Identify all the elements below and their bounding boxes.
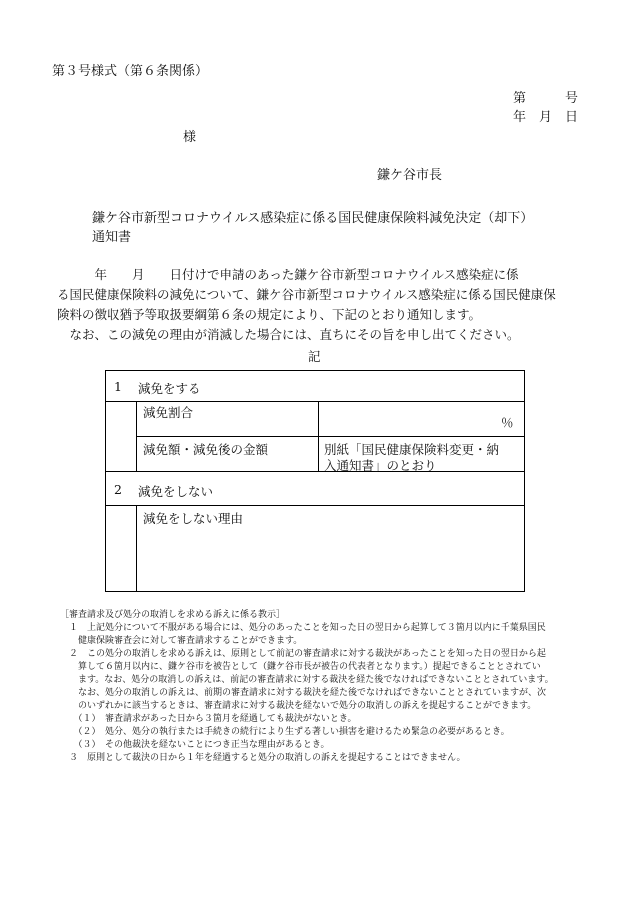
table-divider (106, 471, 524, 472)
notes-heading: ［審査請求及び処分の取消しを求める訴えに係る教示］ (60, 610, 286, 620)
form-number: 第３号様式（第６条関係） (52, 64, 209, 79)
document-date: 年 月 日 (513, 110, 579, 125)
document-number: 第 号 (513, 91, 579, 106)
section1-number: 1 (114, 379, 122, 394)
body-line-4: なお、この減免の理由が消滅した場合には、直ちにその旨を申し出てください。 (57, 327, 520, 342)
table-divider (106, 505, 524, 506)
ki-marker: 記 (308, 349, 321, 364)
reduction-amount-value-line2: 入通知書」のとおり (324, 458, 437, 473)
reduction-amount-label: 減免額・減免後の金額 (143, 442, 269, 457)
notes-line: （１） 審査請求があった日から３箇月を経過しても裁決がないとき。 (60, 714, 357, 724)
notes-line: ２ この処分の取消しを求める訴えは、原則として前記の審査請求に対する裁決があったことを知った日の翌日から起 (60, 649, 546, 659)
body-line-2: る国民健康保険料の減免について、鎌ケ谷市新型コロナウイルス感染症に係る国民健康保 (57, 287, 556, 302)
decision-table (105, 370, 525, 592)
document-title-line1: 鎌ケ谷市新型コロナウイルス感染症に係る国民健康保険料減免決定（却下） (92, 211, 534, 226)
reduction-rate-label: 減免割合 (143, 405, 194, 420)
notes-line: （２） 処分、処分の執行または手続きの続行により生ずる著しい損害を避けるため緊急の必要があるとき。 (60, 727, 510, 737)
reduction-rate-unit: ％ (501, 415, 514, 430)
notes-line: 算して６箇月以内に、鎌ケ谷市を被告として（鎌ケ谷市長が被告の代表者となります。）提起できることとされてい (60, 662, 541, 672)
document-title-line2: 通知書 (92, 230, 132, 245)
table-divider (318, 401, 319, 471)
section2-number: 2 (114, 482, 122, 497)
table-divider (136, 505, 137, 592)
notes-line: （３） その他裁決を経ないことにつき正当な理由があるとき。 (60, 740, 330, 750)
reduction-amount-value-line1: 別紙「国民健康保険料変更・納 (324, 442, 500, 457)
table-divider (106, 401, 524, 402)
issuer: 鎌ケ谷市長 (377, 168, 443, 183)
notes-line: なお、処分の取消しの訴えは、前期の審査請求に対する裁決を経た後でなければできないこととされていますが、次 (60, 688, 547, 698)
notes-line: 健康保険審査会に対して審査請求することができます。 (60, 636, 303, 646)
table-divider (136, 436, 524, 437)
non-reduction-reason-label: 減免をしない理由 (143, 511, 244, 526)
section2-label: 減免をしない (138, 484, 214, 499)
notes-line: ３ 原則として裁決の日から１年を経過すると処分の取消しの訴えを提起することはできません。 (60, 753, 466, 763)
section1-label: 減免をする (138, 381, 201, 396)
appeal-instructions (60, 607, 580, 767)
notes-line: ます。なお、処分の取消しの訴えは、前記の審査請求に対する裁決を経た後でなければできないこととされています。 (60, 675, 554, 685)
body-line-1: 年 月 日付けで申請のあった鎌ケ谷市新型コロナウイルス感染症に係 (57, 267, 519, 282)
notes-line: １ 上記処分について不服がある場合には、処分のあったことを知った日の翌日から起算して３箇月以内に千葉県国民 (60, 623, 546, 633)
table-divider (136, 401, 137, 471)
addressee-suffix: 様 (183, 130, 197, 145)
body-line-3: 険料の徴収猶予等取扱要綱第６条の規定により、下記のとおり通知します。 (57, 307, 482, 322)
notes-line: のいずれかに該当するときは、審査請求に対する裁決を経ないで処分の取消しの訴えを提起することができます。 (60, 701, 537, 711)
